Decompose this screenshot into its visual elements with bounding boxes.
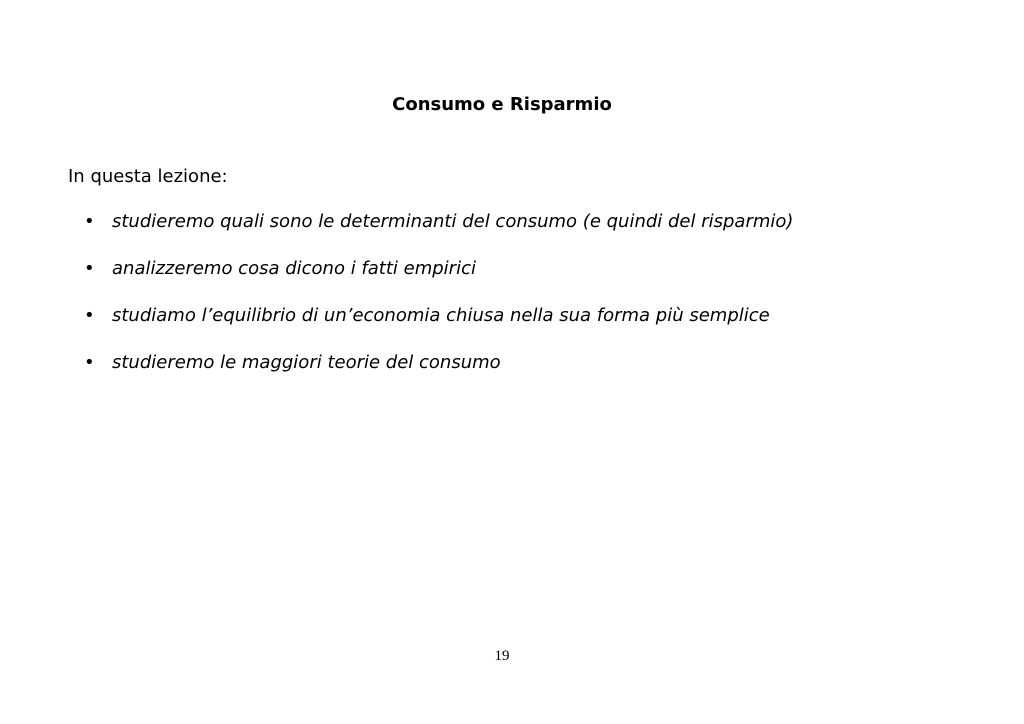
bullet-icon: • [84,305,95,326]
intro-text: In questa lezione: [68,166,228,187]
list-item [84,349,793,396]
bullet-text: studiamo l’equilibrio di un’economia chiusa nella sua forma più semplice [112,305,770,326]
bullet-text: analizzeremo cosa dicono i fatti empirici [112,258,476,279]
bullet-text: studieremo le maggiori teorie del consumo [112,352,501,373]
bullet-icon: • [84,352,95,373]
page-title: Consumo e Risparmio [392,94,612,115]
bullet-text: studieremo quali sono le determinanti del consumo (e quindi del risparmio) [112,211,794,232]
bullet-icon: • [84,211,95,232]
list-item [84,302,793,349]
list-item [84,208,793,255]
page-number: 19 [494,648,510,664]
bullet-list [84,208,793,396]
bullet-icon: • [84,258,95,279]
list-item [84,255,793,302]
